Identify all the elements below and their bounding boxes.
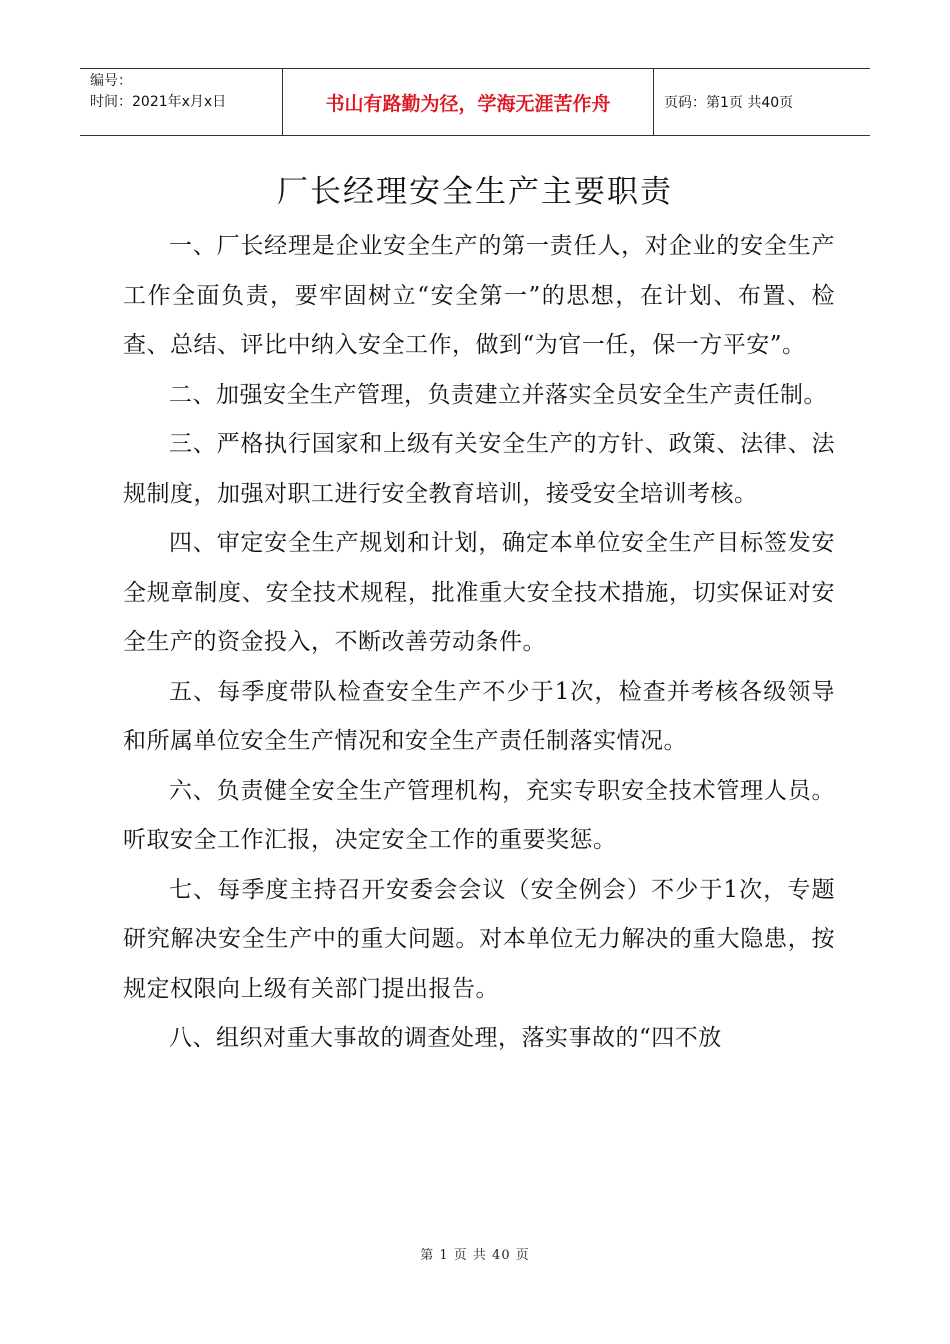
- number-label: 编号：: [90, 73, 132, 89]
- paragraph-4: 四、审定安全生产规划和计划，确定本单位安全生产目标签发安全规章制度、安全技术规程，批准重大安全技术措施，切实保证对安全生产的资金投入，不断改善劳动条件。: [123, 530, 835, 655]
- document-body: [123, 222, 835, 1064]
- header-motto: 书山有路勤为径，学海无涯苦作舟: [282, 69, 654, 135]
- paragraph-5: 五、每季度带队检查安全生产不少于1次，检查并考核各级领导和所属单位安全生产情况和安全生产责任制落实情况。: [123, 678, 835, 754]
- paragraph-7: 七、每季度主持召开安委会会议（安全例会）不少于1次，专题研究解决安全生产中的重大问题。对本单位无力解决的重大隐患，按规定权限向上级有关部门提出报告。: [123, 876, 835, 1002]
- header-page-info: 页码：第1页 共40页: [664, 95, 794, 111]
- page-header: [80, 68, 870, 136]
- time-label: 时间：2021年x月x日: [90, 94, 227, 110]
- page-footer: 第 1 页 共 40 页: [420, 1248, 530, 1263]
- document-title: 厂长经理安全生产主要职责: [277, 174, 673, 210]
- paragraph-6: 六、负责健全安全生产管理机构，充实专职安全技术管理人员。听取安全工作汇报，决定安全工作的重要奖惩。: [123, 777, 835, 853]
- paragraph-1: 一、厂长经理是企业安全生产的第一责任人，对企业的安全生产工作全面负责，要牢固树立“安全第一”的思想，在计划、布置、检查、总结、评比中纳入安全工作，做到“为官一任，保一方平安”。: [123, 233, 835, 358]
- paragraph-8: 八、组织对重大事故的调查处理，落实事故的“四不放: [169, 1025, 722, 1051]
- header-meta: [80, 69, 282, 135]
- paragraph-2: 二、加强安全生产管理，负责建立并落实全员安全生产责任制。: [169, 381, 827, 408]
- paragraph-3: 三、严格执行国家和上级有关安全生产的方针、政策、法律、法规制度，加强对职工进行安全教育培训，接受安全培训考核。: [123, 431, 835, 507]
